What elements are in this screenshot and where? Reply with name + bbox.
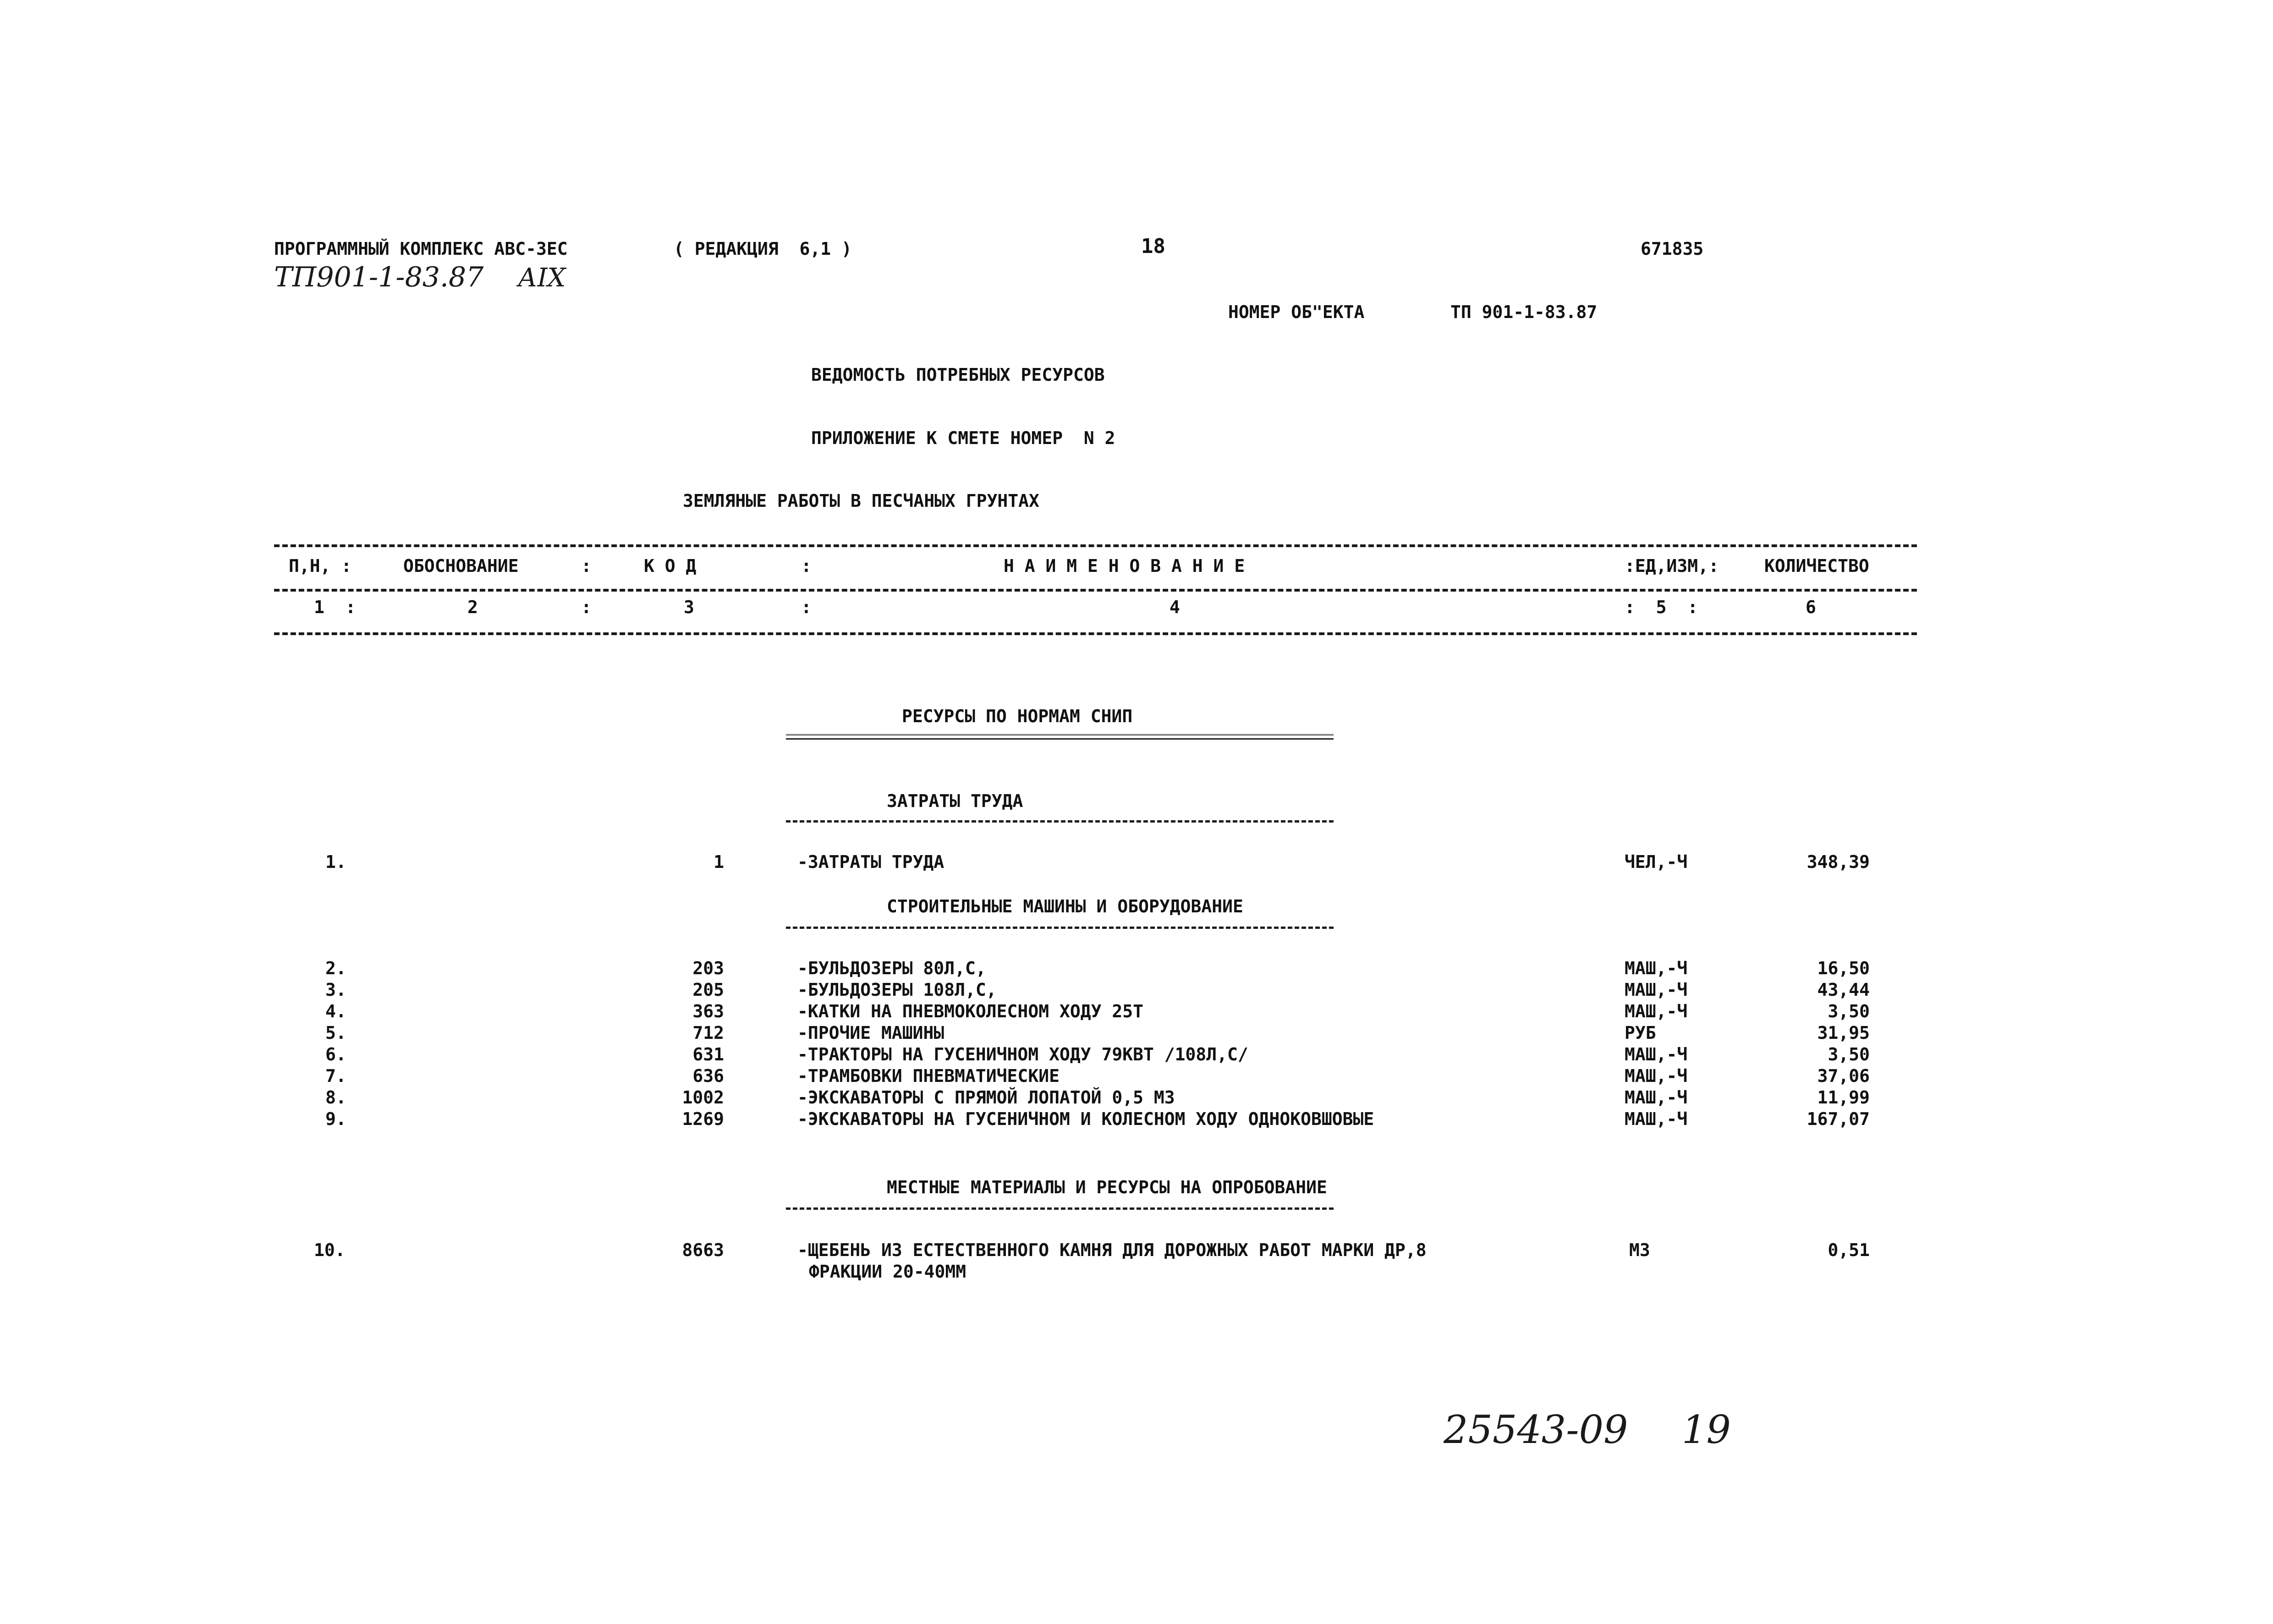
col-separator: :: [801, 597, 812, 617]
row-code: 1002: [682, 1087, 724, 1108]
resources-double-rule: [786, 734, 1334, 740]
row-code: 1269: [682, 1109, 724, 1129]
col-num-index: 1 :: [314, 597, 356, 617]
group-rule: [786, 1207, 1334, 1210]
row-number: 2.: [325, 958, 346, 978]
resources-title: РЕСУРСЫ ПО НОРМАМ СНИП: [902, 706, 1133, 726]
handwritten-archive-number: 25543-09: [1444, 1407, 1628, 1452]
row-unit: МАШ,-Ч: [1625, 980, 1688, 1000]
group-rule: [786, 820, 1334, 823]
col-basis-header: ОБОСНОВАНИЕ: [403, 556, 519, 576]
table-mid-rule: [274, 589, 1917, 592]
row-name: -ЭКСКАВАТОРЫ НА ГУСЕНИЧНОМ И КОЛЕСНОМ ХОДУ ОДНОКОВШОВЫЕ: [797, 1109, 1374, 1129]
row-quantity: 43,44: [1817, 980, 1870, 1000]
col-name-header: Н А И М Е Н О В А Н И Е: [1004, 556, 1245, 576]
row-name: -ПРОЧИЕ МАШИНЫ: [797, 1023, 944, 1043]
group-title: МЕСТНЫЕ МАТЕРИАЛЫ И РЕСУРСЫ НА ОПРОБОВАНИЕ: [887, 1177, 1327, 1197]
appendix-title: ПРИЛОЖЕНИЕ К СМЕТЕ НОМЕР N 2: [811, 428, 1115, 448]
row-number: 6.: [325, 1044, 346, 1064]
row-number: 5.: [325, 1023, 346, 1043]
handwritten-mark: АIX: [518, 263, 566, 293]
row-quantity: 167,07: [1806, 1109, 1870, 1129]
row-unit: МАШ,-Ч: [1625, 958, 1688, 978]
row-quantity: 3,50: [1828, 1044, 1870, 1064]
row-unit: МАШ,-Ч: [1625, 1044, 1688, 1064]
col-code-header: К О Д: [644, 556, 697, 576]
row-number: 7.: [325, 1066, 346, 1086]
row-code: 203: [692, 958, 724, 978]
row-quantity: 3,50: [1828, 1001, 1870, 1021]
row-quantity: 11,99: [1817, 1087, 1870, 1108]
group-title: СТРОИТЕЛЬНЫЕ МАШИНЫ И ОБОРУДОВАНИЕ: [887, 896, 1243, 916]
col-separator: :: [581, 556, 592, 576]
col-qty-index: 6: [1806, 597, 1816, 617]
doc-code: 671835: [1641, 239, 1704, 259]
col-num-header: П,Н, :: [289, 556, 352, 576]
row-name-continued: ФРАКЦИИ 20-40ММ: [809, 1262, 966, 1282]
col-unit-index: : 5 :: [1625, 597, 1698, 617]
row-name: -ЩЕБЕНЬ ИЗ ЕСТЕСТВЕННОГО КАМНЯ ДЛЯ ДОРОЖНЫХ РАБОТ МАРКИ ДР,8: [797, 1240, 1427, 1260]
row-number: 3.: [325, 980, 346, 1000]
handwritten-page-number: 19: [1682, 1407, 1731, 1452]
row-code: 636: [692, 1066, 724, 1086]
row-unit: РУБ: [1625, 1023, 1656, 1043]
row-quantity: 16,50: [1817, 958, 1870, 978]
row-name: -ТРАМБОВКИ ПНЕВМАТИЧЕСКИЕ: [797, 1066, 1060, 1086]
row-unit: ЧЕЛ,-Ч: [1625, 852, 1688, 872]
row-unit: МАШ,-Ч: [1625, 1087, 1688, 1108]
row-number: 4.: [325, 1001, 346, 1021]
program-name: ПРОГРАММНЫЙ КОМПЛЕКС АВС-3ЕС: [274, 239, 568, 259]
group-rule: [786, 927, 1334, 929]
object-label: НОМЕР ОБ"ЕКТА: [1228, 302, 1365, 322]
col-name-index: 4: [1169, 597, 1180, 617]
row-code: 1: [714, 852, 724, 872]
col-unit-header: :ЕД,ИЗМ,:: [1625, 556, 1719, 576]
row-quantity: 0,51: [1828, 1240, 1870, 1260]
object-value: ТП 901-1-83.87: [1450, 302, 1598, 322]
row-name: -БУЛЬДОЗЕРЫ 108Л,С,: [797, 980, 997, 1000]
row-number: 10.: [314, 1240, 346, 1260]
row-unit: МАШ,-Ч: [1625, 1109, 1688, 1129]
section-title: ЗЕМЛЯНЫЕ РАБОТЫ В ПЕСЧАНЫХ ГРУНТАХ: [683, 491, 1039, 511]
col-basis-index: 2: [467, 597, 478, 617]
col-separator: :: [801, 556, 812, 576]
row-quantity: 31,95: [1817, 1023, 1870, 1043]
col-separator: :: [581, 597, 592, 617]
edition-label: ( РЕДАКЦИЯ 6,1 ): [674, 239, 852, 259]
row-quantity: 37,06: [1817, 1066, 1870, 1086]
row-unit: МАШ,-Ч: [1625, 1066, 1688, 1086]
row-name: -ЭКСКАВАТОРЫ С ПРЯМОЙ ЛОПАТОЙ 0,5 М3: [797, 1087, 1175, 1108]
row-unit: МАШ,-Ч: [1625, 1001, 1688, 1021]
row-code: 363: [692, 1001, 724, 1021]
row-name: -ЗАТРАТЫ ТРУДА: [797, 852, 944, 872]
col-qty-header: КОЛИЧЕСТВО: [1764, 556, 1869, 576]
row-name: -КАТКИ НА ПНЕВМОКОЛЕСНОМ ХОДУ 25Т: [797, 1001, 1143, 1021]
row-number: 8.: [325, 1087, 346, 1108]
document-title: ВЕДОМОСТЬ ПОТРЕБНЫХ РЕСУРСОВ: [811, 365, 1105, 385]
row-quantity: 348,39: [1806, 852, 1870, 872]
row-code: 631: [692, 1044, 724, 1064]
row-number: 9.: [325, 1109, 346, 1129]
row-code: 205: [692, 980, 724, 1000]
table-bottom-rule: [274, 632, 1917, 635]
group-title: ЗАТРАТЫ ТРУДА: [887, 791, 1023, 811]
row-name: -БУЛЬДОЗЕРЫ 80Л,С,: [797, 958, 986, 978]
row-unit: М3: [1629, 1240, 1650, 1260]
handwritten-doc-id: ТП901-1-83.87: [274, 261, 484, 293]
col-code-index: 3: [684, 597, 694, 617]
row-code: 712: [692, 1023, 724, 1043]
page-number: 18: [1141, 235, 1165, 258]
row-code: 8663: [682, 1240, 724, 1260]
table-top-rule: [274, 544, 1917, 547]
row-number: 1.: [325, 852, 346, 872]
row-name: -ТРАКТОРЫ НА ГУСЕНИЧНОМ ХОДУ 79КВТ /108Л,С/: [797, 1044, 1248, 1064]
